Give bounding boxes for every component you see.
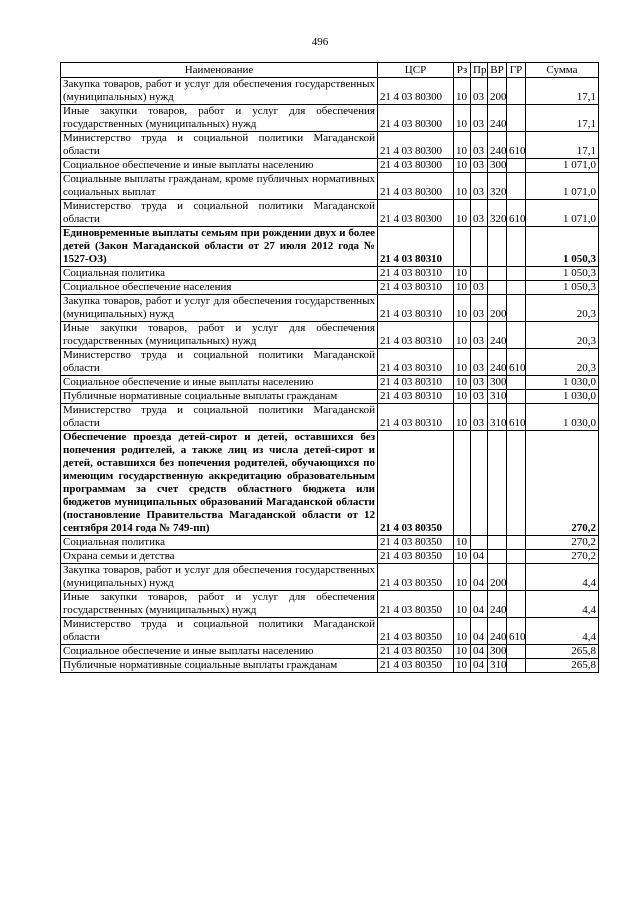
table-row [61,536,599,550]
cell-sum: 1 071,0 [526,159,599,173]
cell-vr [488,550,507,564]
cell-pr: 03 [471,376,488,390]
cell-name: Публичные нормативные социальные выплаты гражданам [61,659,378,673]
cell-pr: 03 [471,349,488,376]
cell-vr: 200 [488,295,507,322]
cell-gr [507,281,526,295]
cell-rz [454,431,471,536]
cell-rz: 10 [454,173,471,200]
cell-csr: 21 4 03 80310 [378,349,454,376]
cell-vr [488,227,507,267]
cell-csr: 21 4 03 80350 [378,645,454,659]
header-vr: ВР [488,63,507,78]
table-row [61,322,599,349]
cell-csr: 21 4 03 80300 [378,159,454,173]
cell-gr [507,267,526,281]
cell-name: Социальная политика [61,267,378,281]
cell-pr: 03 [471,132,488,159]
cell-sum: 4,4 [526,618,599,645]
cell-sum: 17,1 [526,132,599,159]
cell-gr [507,173,526,200]
cell-vr [488,536,507,550]
cell-csr: 21 4 03 80350 [378,659,454,673]
cell-sum: 265,8 [526,645,599,659]
cell-rz: 10 [454,618,471,645]
table-row [61,550,599,564]
cell-rz: 10 [454,295,471,322]
cell-pr: 04 [471,645,488,659]
cell-vr: 240 [488,618,507,645]
cell-name: Социальные выплаты гражданам, кроме публичных нормативных социальных выплат [61,173,378,200]
cell-pr: 04 [471,618,488,645]
cell-vr: 300 [488,645,507,659]
cell-vr: 200 [488,78,507,105]
table-row [61,591,599,618]
cell-sum: 20,3 [526,349,599,376]
header-row [61,63,599,78]
cell-gr [507,550,526,564]
cell-rz: 10 [454,78,471,105]
cell-pr: 03 [471,404,488,431]
table-row [61,659,599,673]
table-row [61,281,599,295]
cell-rz: 10 [454,376,471,390]
header-sum: Сумма [526,63,599,78]
cell-pr [471,536,488,550]
cell-name: Социальное обеспечение и иные выплаты населению [61,376,378,390]
cell-vr: 240 [488,349,507,376]
table-row [61,105,599,132]
cell-sum: 270,2 [526,550,599,564]
cell-rz: 10 [454,591,471,618]
cell-gr [507,536,526,550]
table-row [61,390,599,404]
table-body [61,78,599,673]
cell-vr [488,281,507,295]
cell-gr: 610 [507,349,526,376]
cell-rz: 10 [454,404,471,431]
cell-name: Закупка товаров, работ и услуг для обеспечения государственных (муниципальных) нужд [61,564,378,591]
cell-name: Министерство труда и социальной политики Магаданской области [61,404,378,431]
cell-sum: 1 050,3 [526,281,599,295]
cell-gr [507,322,526,349]
cell-csr: 21 4 03 80310 [378,295,454,322]
cell-name: Социальное обеспечение и иные выплаты населению [61,159,378,173]
cell-name: Обеспечение проезда детей-сирот и детей, оставшихся без попечения родителей, а также лиц из числа детей-сирот и детей, оставшихся без попечения родителей, обучающихся по имеющим государственную аккредитацию образовательным программам за счет средств областного бюджета или бюджетов муниципальных образований Магаданской области (постановление Правительства Магаданской области от 12 сентября 2014 года № 749-пп) [61,431,378,536]
cell-sum: 17,1 [526,105,599,132]
cell-csr: 21 4 03 80300 [378,173,454,200]
cell-rz: 10 [454,564,471,591]
cell-sum: 270,2 [526,431,599,536]
cell-vr: 310 [488,659,507,673]
cell-name: Охрана семьи и детства [61,550,378,564]
cell-pr [471,267,488,281]
cell-pr: 04 [471,550,488,564]
cell-name: Публичные нормативные социальные выплаты гражданам [61,390,378,404]
cell-sum: 1 050,3 [526,227,599,267]
cell-sum: 1 071,0 [526,200,599,227]
cell-csr: 21 4 03 80300 [378,200,454,227]
cell-gr: 610 [507,618,526,645]
cell-pr: 03 [471,200,488,227]
cell-rz: 10 [454,132,471,159]
cell-rz: 10 [454,645,471,659]
cell-sum: 4,4 [526,564,599,591]
cell-name: Министерство труда и социальной политики Магаданской области [61,618,378,645]
cell-name: Социальная политика [61,536,378,550]
cell-vr: 310 [488,390,507,404]
cell-vr: 240 [488,591,507,618]
cell-pr: 03 [471,78,488,105]
cell-csr: 21 4 03 80310 [378,267,454,281]
cell-csr: 21 4 03 80350 [378,618,454,645]
cell-gr: 610 [507,404,526,431]
cell-sum: 1 030,0 [526,404,599,431]
cell-gr [507,159,526,173]
cell-csr: 21 4 03 80300 [378,132,454,159]
cell-csr: 21 4 03 80350 [378,536,454,550]
table-row [61,404,599,431]
cell-csr: 21 4 03 80300 [378,78,454,105]
cell-rz: 10 [454,281,471,295]
cell-gr [507,376,526,390]
cell-rz: 10 [454,267,471,281]
cell-gr [507,295,526,322]
cell-gr [507,645,526,659]
cell-rz: 10 [454,536,471,550]
cell-pr [471,431,488,536]
table-row [61,349,599,376]
cell-vr: 240 [488,322,507,349]
cell-rz: 10 [454,322,471,349]
cell-sum: 1 030,0 [526,376,599,390]
cell-csr: 21 4 03 80310 [378,281,454,295]
cell-vr: 320 [488,173,507,200]
cell-gr: 610 [507,132,526,159]
cell-vr: 320 [488,200,507,227]
cell-gr [507,659,526,673]
cell-sum: 270,2 [526,536,599,550]
table-row [61,618,599,645]
cell-rz: 10 [454,390,471,404]
cell-vr: 240 [488,132,507,159]
cell-pr [471,227,488,267]
page-number: 496 [311,36,329,48]
header-gr: ГР [507,63,526,78]
cell-csr: 21 4 03 80310 [378,322,454,349]
cell-rz: 10 [454,550,471,564]
cell-vr: 240 [488,105,507,132]
cell-name: Закупка товаров, работ и услуг для обеспечения государственных (муниципальных) нужд [61,295,378,322]
cell-csr: 21 4 03 80310 [378,227,454,267]
cell-sum: 17,1 [526,78,599,105]
table-row [61,295,599,322]
cell-sum: 20,3 [526,322,599,349]
cell-rz [454,227,471,267]
cell-gr [507,227,526,267]
cell-name: Министерство труда и социальной политики Магаданской области [61,132,378,159]
cell-sum: 1 030,0 [526,390,599,404]
cell-csr: 21 4 03 80310 [378,376,454,390]
budget-table [60,62,599,673]
cell-csr: 21 4 03 80350 [378,591,454,618]
header-name: Наименование [61,63,378,78]
cell-csr: 21 4 03 80350 [378,564,454,591]
cell-pr: 03 [471,390,488,404]
table-row [61,78,599,105]
cell-gr: 610 [507,200,526,227]
cell-vr [488,431,507,536]
cell-pr: 03 [471,159,488,173]
cell-pr: 04 [471,564,488,591]
cell-sum: 4,4 [526,591,599,618]
table-row [61,132,599,159]
table-row [61,227,599,267]
cell-rz: 10 [454,349,471,376]
table-row [61,200,599,227]
cell-name: Министерство труда и социальной политики Магаданской области [61,349,378,376]
cell-name: Социальное обеспечение населения [61,281,378,295]
cell-csr: 21 4 03 80350 [378,550,454,564]
cell-vr: 300 [488,376,507,390]
cell-vr [488,267,507,281]
cell-sum: 265,8 [526,659,599,673]
table-row [61,267,599,281]
cell-rz: 10 [454,159,471,173]
cell-name: Закупка товаров, работ и услуг для обеспечения государственных (муниципальных) нужд [61,78,378,105]
cell-rz: 10 [454,659,471,673]
cell-name: Иные закупки товаров, работ и услуг для обеспечения государственных (муниципальных) нужд [61,105,378,132]
cell-vr: 310 [488,404,507,431]
cell-gr [507,564,526,591]
cell-gr [507,78,526,105]
cell-rz: 10 [454,105,471,132]
cell-rz: 10 [454,200,471,227]
cell-csr: 21 4 03 80310 [378,404,454,431]
cell-pr: 03 [471,295,488,322]
header-csr: ЦСР [378,63,454,78]
cell-csr: 21 4 03 80350 [378,431,454,536]
cell-name: Иные закупки товаров, работ и услуг для обеспечения государственных (муниципальных) нужд [61,322,378,349]
cell-gr [507,431,526,536]
table-row [61,376,599,390]
table-row [61,173,599,200]
cell-vr: 200 [488,564,507,591]
cell-gr [507,390,526,404]
cell-name: Социальное обеспечение и иные выплаты населению [61,645,378,659]
cell-csr: 21 4 03 80310 [378,390,454,404]
cell-vr: 300 [488,159,507,173]
cell-pr: 03 [471,322,488,349]
cell-csr: 21 4 03 80300 [378,105,454,132]
cell-pr: 03 [471,173,488,200]
cell-sum: 1 071,0 [526,173,599,200]
cell-gr [507,105,526,132]
header-rz: Рз [454,63,471,78]
header-pr: Пр [471,63,488,78]
cell-pr: 04 [471,659,488,673]
cell-name: Министерство труда и социальной политики Магаданской области [61,200,378,227]
table-row [61,159,599,173]
cell-pr: 03 [471,105,488,132]
table-row [61,645,599,659]
cell-pr: 03 [471,281,488,295]
table-row [61,564,599,591]
cell-pr: 04 [471,591,488,618]
cell-name: Единовременные выплаты семьям при рождении двух и более детей (Закон Магаданской области от 27 июля 2012 года № 1527-ОЗ) [61,227,378,267]
table-row [61,431,599,536]
cell-name: Иные закупки товаров, работ и услуг для обеспечения государственных (муниципальных) нужд [61,591,378,618]
cell-sum: 20,3 [526,295,599,322]
cell-gr [507,591,526,618]
cell-sum: 1 050,3 [526,267,599,281]
